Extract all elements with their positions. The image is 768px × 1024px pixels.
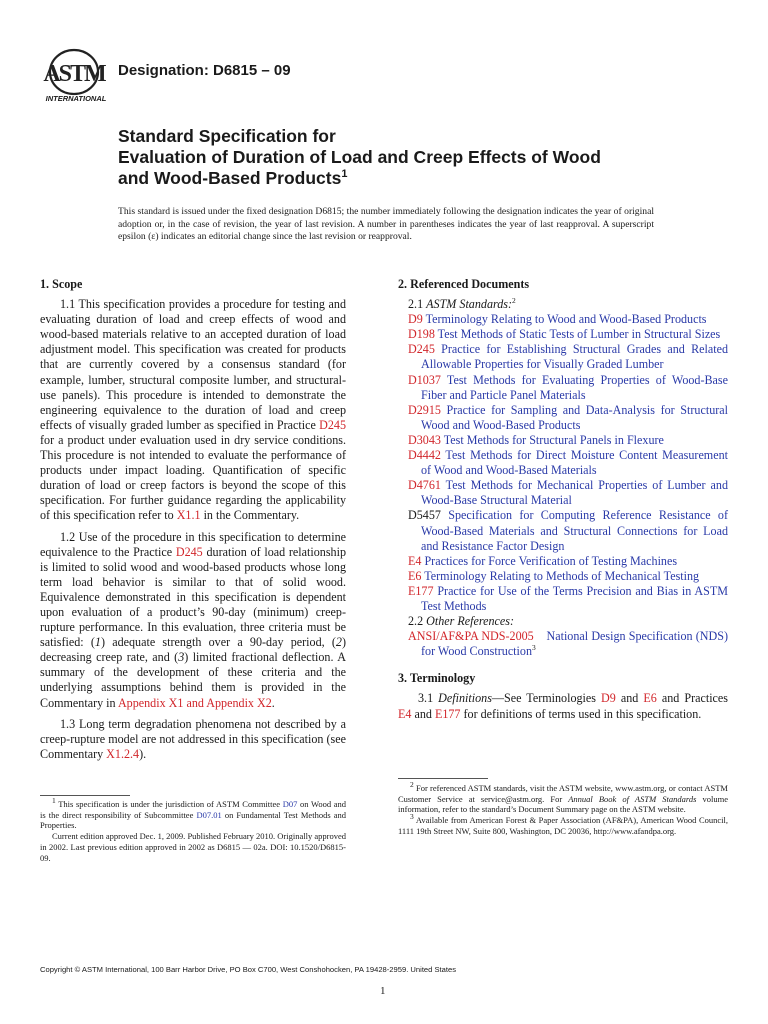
title-line-1: Standard Specification for <box>118 126 336 146</box>
link-d07[interactable]: D07 <box>282 799 298 809</box>
link-e177[interactable]: E177 <box>434 706 461 721</box>
reference-title-link[interactable]: Practice for Sampling and Data-Analysis for Structural Wood and Wood-Based Products <box>421 402 728 432</box>
reference-item <box>398 508 728 553</box>
reference-title-link[interactable]: Test Methods for Structural Panels in Flexure <box>440 432 664 447</box>
reference-title-link[interactable]: Specification for Computing Reference Resistance of Wood-Based Materials and Structural Connections for Load and Resistance Factor Design <box>421 508 728 553</box>
other-references-label: 2.2 Other References: <box>408 614 515 629</box>
reference-code-link[interactable]: D1037 <box>408 372 441 387</box>
reference-title-link[interactable]: Terminology Relating to Methods of Mechanical Testing <box>421 568 700 583</box>
reference-code-link[interactable]: E177 <box>408 583 434 598</box>
astm-standards-label: 2.1 ASTM Standards:$^2$ <box>408 296 516 312</box>
scope-paragraph-1-1: 1.1 This specification provides a procedure for testing and evaluating duration of load and creep effects of wood and wood-based materials relative to an accepted duration of load adjustment model. This specification was created for products that are currently covered by a consensus standard (for example, lumber, structural composite lumber, and structural-use panels). This procedure is intended to demonstrate the engineering equivalence to the duration of load and creep effects of visually graded lumber as specified in Practice D245 for a product under evaluation used in dry service conditions. This procedure is not intended to evaluate the performance of products under impact loading. Quantification of specific duration of load or creep factors is beyond the scope of this specification. For further guidance regarding the applicability of this specification refer to X1.1 in the Commentary. <box>40 297 346 523</box>
reference-code-link[interactable]: D2915 <box>408 402 441 417</box>
reference-code-link[interactable]: D4761 <box>408 478 441 493</box>
reference-item <box>398 554 728 569</box>
terminology-heading: 3. Terminology <box>398 671 476 686</box>
link-nds-title[interactable]: National Design Specification (NDS) for Wood Construction <box>421 629 729 659</box>
copyright-notice: Copyright © ASTM International, 100 Barr Harbor Drive, PO Box C700, West Conshohocken, PA 19428-2959. United States <box>40 965 457 974</box>
reference-list <box>398 312 728 614</box>
reference-item <box>398 448 728 478</box>
document-title <box>118 126 678 189</box>
reference-code-link[interactable]: D198 <box>408 327 435 342</box>
scope-paragraph-1-2: 1.2 Use of the procedure in this specification to determine equivalence to the Practice D245 duration of load relationship is limited to solid wood and wood-based products whose long term load behavior is similar to that of solid wood. Equivalence demonstrated in this specification is dependent upon evaluation of a product’s 90-day (minimum) creep-rupture performance. In this evaluation, three criteria must be satisfied: (1) adequate strength over a 90-day period, (2) decreasing creep rate, and (3) limited fractional deflection. A summary of the development of these criteria and the underlying assumptions behind them is provided in the Commentary in Appendix X1 and Appendix X2. <box>40 529 347 710</box>
footnote-3: $^3$ Available from American Forest & Paper Association (AF&PA), American Wood Council, 1111 19th Street NW, Suite 800, Washington, DC 20036, http://www.afandpa.org. <box>398 812 728 836</box>
reference-title-link[interactable]: Test Methods for Evaluating Properties of Wood-Base Fiber and Particle Panel Materials <box>421 372 728 402</box>
reference-code-link[interactable]: E6 <box>408 568 422 583</box>
reference-code-link[interactable]: D5457 <box>408 508 441 523</box>
reference-code-link[interactable]: D4442 <box>408 448 441 463</box>
reference-item <box>398 569 728 584</box>
right-column <box>398 277 728 728</box>
reference-title-link[interactable]: Test Methods for Mechanical Properties of Lumber and Wood-Base Structural Material <box>421 478 728 508</box>
left-column <box>40 277 346 768</box>
reference-title-link[interactable]: Terminology Relating to Wood and Wood-Based Products <box>422 312 707 327</box>
designation: Designation: D6815 – 09 <box>118 62 291 79</box>
reference-item <box>398 373 728 403</box>
link-appendix-x1-x2[interactable]: Appendix X1 and Appendix X2 <box>117 695 272 710</box>
reference-item <box>398 342 728 372</box>
link-d07-01[interactable]: D07.01 <box>196 809 222 820</box>
reference-title-link[interactable]: Test Methods for Direct Moisture Content Measurement of Wood and Wood-Based Materials <box>421 448 728 478</box>
reference-code-link[interactable]: D9 <box>408 312 423 327</box>
reference-item <box>398 403 728 433</box>
reference-title-link[interactable]: Practices for Force Verification of Testing Machines <box>421 553 678 568</box>
link-x1-1[interactable]: X1.1 <box>176 508 201 523</box>
scope-paragraph-1-3: 1.3 Long term degradation phenomena not described by a creep-rupture model are not addressed in this specification (see Commentary X1.2.4). <box>40 716 346 761</box>
link-e4[interactable]: E4 <box>398 706 412 721</box>
link-d245[interactable]: D245 <box>319 417 346 432</box>
reference-item <box>398 312 728 327</box>
logo-caption: INTERNATIONAL <box>45 94 107 103</box>
reference-code-link[interactable]: D3043 <box>408 432 441 447</box>
footnotes-2-3 <box>398 780 728 837</box>
svg-text:ASTM: ASTM <box>43 61 105 87</box>
referenced-documents-heading: 2. Referenced Documents <box>398 277 530 291</box>
reference-item <box>398 433 728 448</box>
reference-title-link[interactable]: Practice for Use of the Terms Precision and Bias in ASTM Test Methods <box>421 583 728 613</box>
link-e6[interactable]: E6 <box>643 691 657 706</box>
reference-title-link[interactable]: Test Methods of Static Tests of Lumber in Structural Sizes <box>434 327 721 342</box>
title-line-3: and Wood-Based Products <box>118 168 342 188</box>
terminology-paragraph: 3.1 Definitions—See Terminologies D9 and E6 and Practices E4 and E177 for definitions of terms used in this specification. <box>398 691 728 721</box>
footnote-2: $^2$ For referenced ASTM standards, visit the ASTM website, www.astm.org, or contact ASTM Customer Service at service@astm.org. For Annual Book of ASTM Standards volume information, refer to the standard’s Document Summary page on the ASTM website. <box>398 780 728 815</box>
reference-item <box>398 478 728 508</box>
reference-code-link[interactable]: D245 <box>408 342 435 357</box>
page-number: 1 <box>380 985 386 997</box>
footnote-rule-right <box>398 778 488 779</box>
reference-item-nds: ANSI/AF&PA NDS-2005 National Design Specification (NDS) for Wood Construction$^3$ <box>408 629 729 659</box>
link-d9[interactable]: D9 <box>601 691 616 706</box>
reference-item <box>398 584 728 614</box>
designation-notice: This standard is issued under the fixed designation D6815; the number immediately following the designation indicates the year of original adoption or, in the case of revision, the year of last revision. A number in parentheses indicates the year of last reapproval. A superscript epsilon (ε) indicates an editorial change since the last revision or reapproval. <box>118 206 654 243</box>
astm-logo <box>40 48 112 108</box>
title-line-2: Evaluation of Duration of Load and Creep Effects of Wood <box>118 147 601 167</box>
scope-heading: 1. Scope <box>40 277 83 291</box>
link-ansi-nds[interactable]: ANSI/AF&PA NDS-2005 <box>408 629 534 644</box>
reference-item <box>398 327 728 342</box>
title-footnote-mark: 1 <box>341 168 348 181</box>
footnote-1: $^1$ This specification is under the jurisdiction of ASTM Committee D07 on Wood and is the direct responsibility of Subcommittee D07.01 on Fundamental Test Methods and Properties. Current edition approved Dec. 1, 2009. Published February 2010. Originally approved in 2002. Last previous edition approved in 2002 as D6815 — 02a. DOI: 10.1520/D6815-09. <box>40 796 346 863</box>
reference-code-link[interactable]: E4 <box>408 553 422 568</box>
link-x1-2-4[interactable]: X1.2.4 <box>106 746 140 761</box>
reference-title-link[interactable]: Practice for Establishing Structural Grades and Related Allowable Properties for Visually Graded Lumber <box>421 342 728 372</box>
link-d245[interactable]: D245 <box>175 544 203 559</box>
